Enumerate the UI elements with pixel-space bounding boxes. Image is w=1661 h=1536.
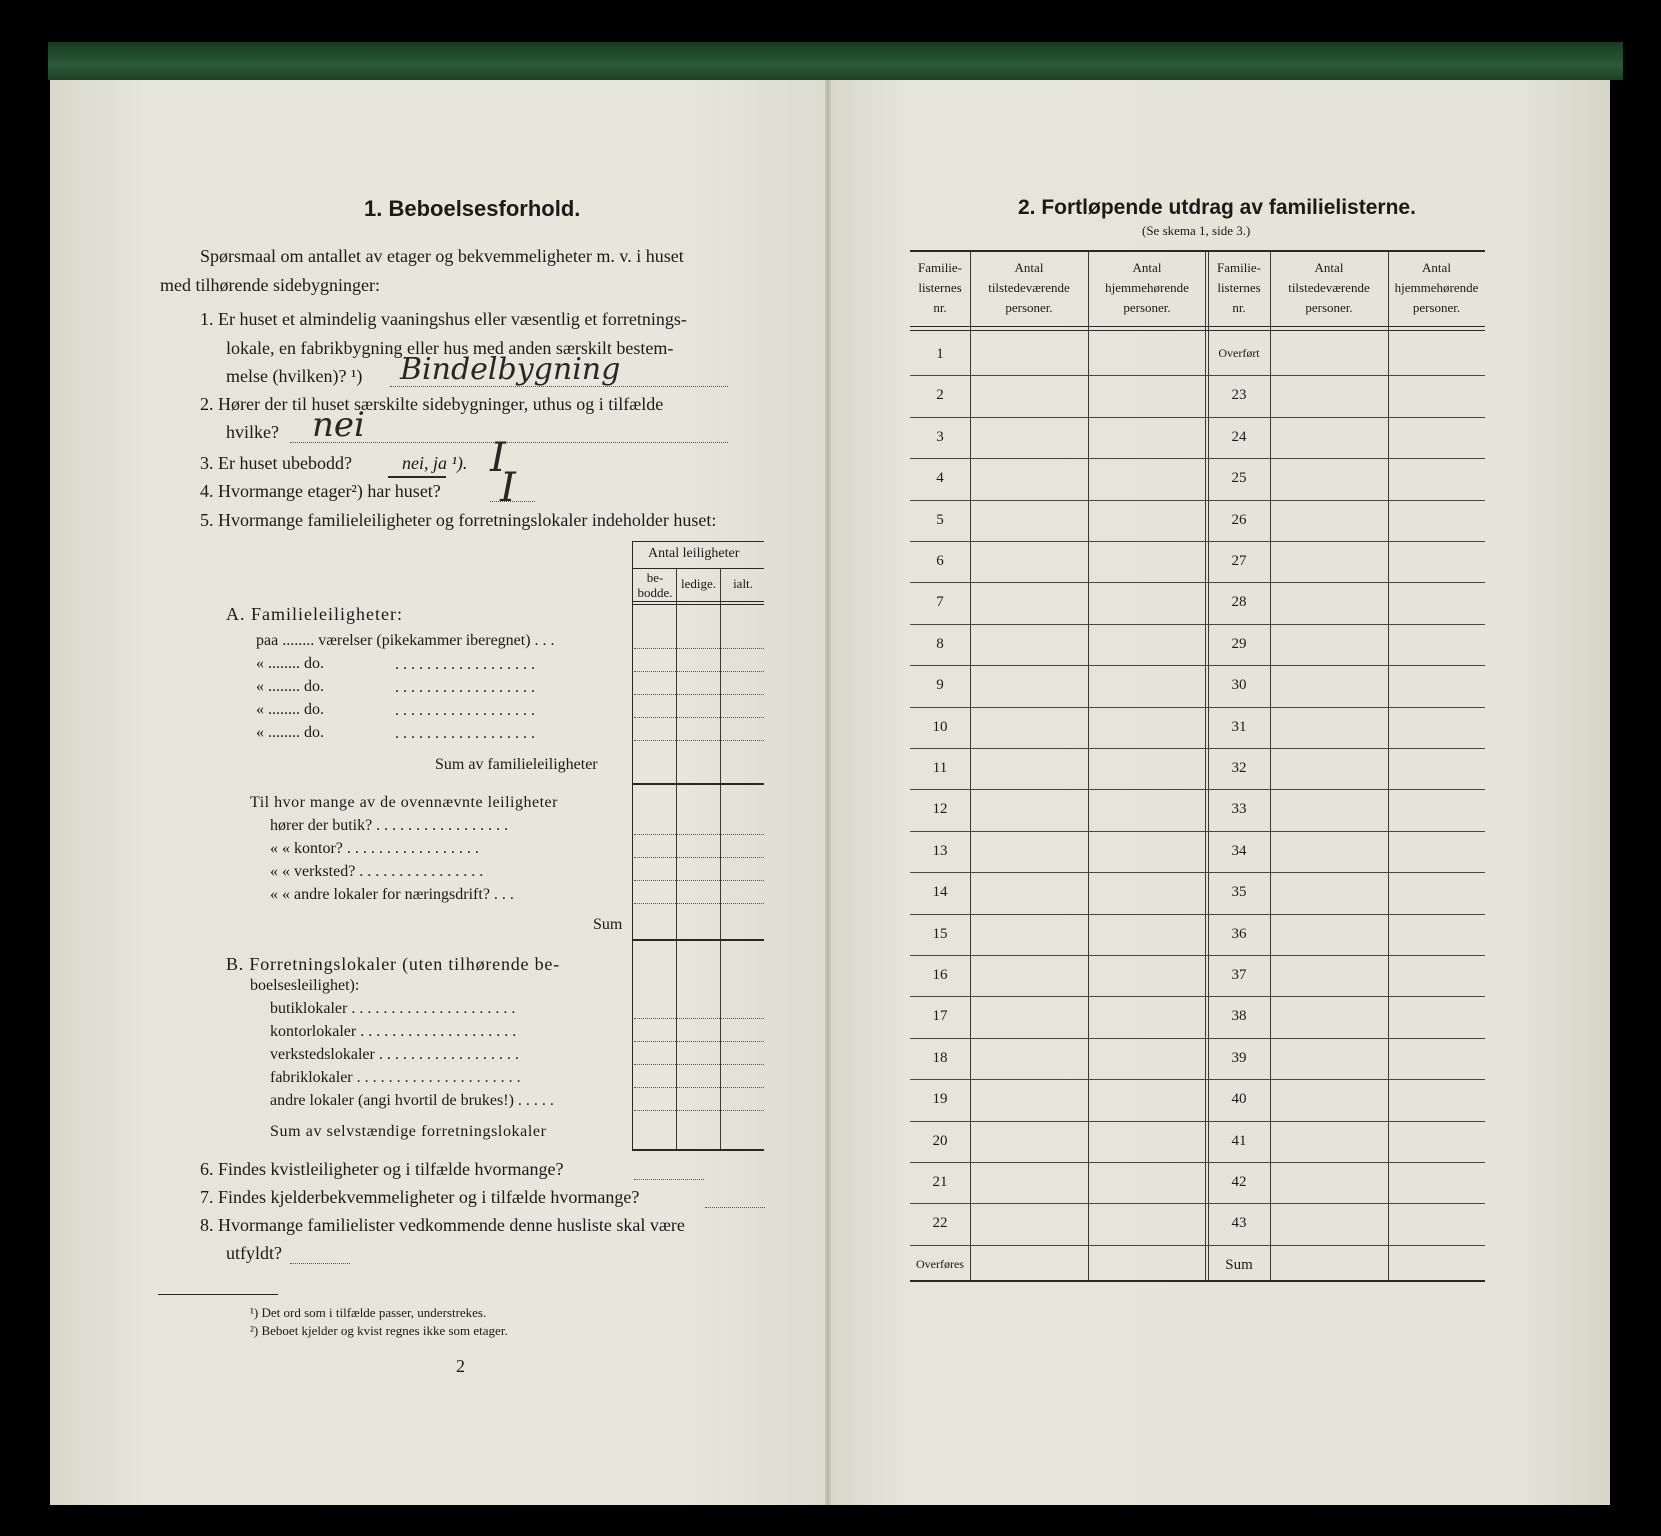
row-rule xyxy=(910,458,1485,459)
row-a1-vaerelser: paa ........ værelser (pikekammer iberegnet) . . . xyxy=(256,632,555,649)
row-rule xyxy=(910,996,1485,997)
table-left-border xyxy=(632,541,633,1151)
row-number-left: 18 xyxy=(932,1049,948,1066)
row-rule xyxy=(910,831,1485,832)
row-rule xyxy=(910,1079,1485,1080)
row-number-left: 17 xyxy=(932,1008,948,1025)
form-sheet xyxy=(50,80,1610,1505)
question-2-line-1: 2. Hører der til huset særskilte sidebygninger, uthus og i tilfælde xyxy=(200,394,664,414)
col-divider-c1 xyxy=(1205,252,1206,1280)
familielister-table xyxy=(910,250,1485,1350)
row-number-right: 39 xyxy=(1231,1049,1247,1066)
row-number-left: 12 xyxy=(932,801,948,818)
row-rule xyxy=(910,375,1485,376)
underline-ja xyxy=(388,476,446,478)
section-title-familielister: 2. Fortløpende utdrag av familielisterne. xyxy=(1018,196,1416,219)
answer-line-q8 xyxy=(290,1263,350,1264)
row-number-left: 22 xyxy=(932,1215,948,1232)
header-familielisternes-nr-left: Familie- listernes nr. xyxy=(917,260,963,315)
section-b-line-1: B. Forretningslokaler (uten tilhørende be- xyxy=(226,954,561,974)
question-2-line-2: hvilke? xyxy=(226,422,279,442)
intro-line-1: Spørsmaal om antallet av etager og bekvemmeligheter m. v. i huset xyxy=(200,246,684,266)
row-number-left: 6 xyxy=(936,553,944,569)
section-b-line-2: boelsesleilighet): xyxy=(250,977,360,994)
handwritten-answer-q4: I xyxy=(500,465,516,511)
row-number-right: Sum xyxy=(1225,1256,1253,1273)
row-number-right: Overført xyxy=(1218,346,1260,360)
row-rule xyxy=(910,748,1485,749)
row-number-left: 15 xyxy=(932,925,948,942)
row-rule xyxy=(910,1038,1485,1039)
row-number-left: 21 xyxy=(932,1174,948,1190)
sum-forretningslokaler-label: Sum av selvstændige forretningslokaler xyxy=(270,1123,547,1140)
row-rule xyxy=(910,665,1485,666)
col-divider-e xyxy=(1388,252,1389,1280)
col-divider-d xyxy=(1270,252,1271,1280)
row-kontorlokaler: kontorlokaler . . . . . . . . . . . . . . . . . . . . xyxy=(270,1023,517,1040)
row-andre-lokaler: « « andre lokaler for næringsdrift? . . . xyxy=(270,886,514,903)
row-number-right: 23 xyxy=(1231,387,1247,404)
row-number-left: 10 xyxy=(932,718,948,735)
row-number-left: 9 xyxy=(936,677,944,694)
dots-a3: . . . . . . . . . . . . . . . . . . xyxy=(395,679,535,696)
row-number-right: 26 xyxy=(1231,511,1247,528)
handwritten-answer-q2: nei xyxy=(312,405,365,445)
row-number-left: 20 xyxy=(932,1132,948,1149)
row-rule xyxy=(910,1121,1485,1122)
row-number-right: 32 xyxy=(1231,760,1247,776)
question-3-options: nei, ja ¹). xyxy=(402,453,468,473)
cell-row-a3 xyxy=(634,694,764,695)
cell-kontorlokaler xyxy=(634,1041,764,1042)
answer-line-q7 xyxy=(705,1207,765,1208)
row-number-left: 4 xyxy=(936,470,944,487)
question-8-line-2: utfyldt? xyxy=(226,1243,282,1263)
row-rule xyxy=(910,582,1485,583)
sum-butik-line xyxy=(632,939,764,941)
row-number-left: 3 xyxy=(936,428,944,445)
cell-butiklokaler xyxy=(634,1018,764,1019)
cell-row-a5 xyxy=(634,740,764,741)
row-number-right: 25 xyxy=(1231,470,1247,487)
table-top-rule xyxy=(910,250,1485,252)
scan-background-band xyxy=(48,42,1623,80)
handwritten-answer-q1: Bindelbygning xyxy=(400,352,621,387)
question-8-line-1: 8. Hvormange familielister vedkommende denne husliste skal være xyxy=(200,1215,685,1235)
row-a4-do: « ........ do. xyxy=(256,701,324,718)
header-rule-2 xyxy=(910,330,1485,331)
cell-andre-b xyxy=(634,1110,764,1111)
col-divider-b xyxy=(1088,252,1089,1280)
cell-fabriklokaler xyxy=(634,1087,764,1088)
row-number-right: 38 xyxy=(1231,1008,1247,1025)
table-top-border xyxy=(632,541,764,542)
question-5: 5. Hvormange familieleiligheter og forretningslokaler indeholder huset: xyxy=(200,510,717,530)
sum-b-line xyxy=(632,1149,764,1151)
row-fabriklokaler: fabriklokaler . . . . . . . . . . . . . . . . . . . . . xyxy=(270,1069,521,1086)
row-number-right: 42 xyxy=(1231,1174,1247,1190)
row-number-right: 27 xyxy=(1231,553,1247,569)
row-rule xyxy=(910,789,1485,790)
handwritten-answer-q3: I xyxy=(490,435,506,481)
table-header-antal-leiligheter: Antal leiligheter xyxy=(648,546,740,561)
header-tilstedevaerende-right: Antal tilstedeværende personer. xyxy=(1288,260,1370,315)
row-number-left: 2 xyxy=(936,387,944,404)
row-number-left: 7 xyxy=(936,594,944,611)
row-rule xyxy=(910,707,1485,708)
column-header-ledige: ledige. xyxy=(680,576,716,591)
row-number-right: 40 xyxy=(1231,1091,1247,1108)
row-number-right: 43 xyxy=(1231,1215,1247,1232)
row-andre-lokaler-b: andre lokaler (angi hvortil de brukes!) . . . . . xyxy=(270,1092,554,1109)
cell-verksted xyxy=(634,880,764,881)
butik-intro: Til hvor mange av de ovennævnte leiligheter xyxy=(250,794,558,811)
row-number-left: 13 xyxy=(932,842,948,859)
row-rule xyxy=(910,1162,1485,1163)
row-rule xyxy=(910,1203,1485,1204)
row-number-left: 16 xyxy=(932,967,948,983)
row-rule xyxy=(910,541,1485,542)
page-fold xyxy=(825,80,831,1505)
row-number-right: 30 xyxy=(1231,677,1247,694)
question-6: 6. Findes kvistleiligheter og i tilfælde hvormange? xyxy=(200,1159,564,1179)
answer-line-q6 xyxy=(634,1179,704,1180)
cell-kontor xyxy=(634,857,764,858)
question-4: 4. Hvormange etager²) har huset? xyxy=(200,481,441,501)
row-rule xyxy=(910,624,1485,625)
cell-row-a2 xyxy=(634,671,764,672)
row-rule xyxy=(910,500,1485,501)
row-number-right: 34 xyxy=(1231,842,1247,859)
cell-andre xyxy=(634,903,764,904)
intro-line-2: med tilhørende sidebygninger: xyxy=(160,275,380,295)
row-verksted: « « verksted? . . . . . . . . . . . . . . . . xyxy=(270,863,484,880)
header-tilstedevaerende-left: Antal tilstedeværende personer. xyxy=(988,260,1070,315)
row-butiklokaler: butiklokaler . . . . . . . . . . . . . . . . . . . . . xyxy=(270,1000,516,1017)
row-number-left: 8 xyxy=(936,635,944,652)
question-1-line-3: melse (hvilken)? ¹) xyxy=(226,366,363,386)
row-number-left: 14 xyxy=(932,884,948,901)
row-a3-do: « ........ do. xyxy=(256,678,324,695)
row-number-right: 37 xyxy=(1231,967,1247,983)
row-rule xyxy=(910,872,1485,873)
dots-a5: . . . . . . . . . . . . . . . . . . xyxy=(395,725,535,742)
footnote-2: ²) Beboet kjelder og kvist regnes ikke som etager. xyxy=(250,1323,508,1338)
sum-a-line xyxy=(632,783,764,785)
row-number-left: 11 xyxy=(932,760,948,776)
dots-a4: . . . . . . . . . . . . . . . . . . xyxy=(395,702,535,719)
cell-verkstedslokaler xyxy=(634,1064,764,1065)
question-1-line-1: 1. Er huset et almindelig vaaningshus eller væsentlig et forretnings- xyxy=(200,309,687,329)
cell-butik xyxy=(634,834,764,835)
sum-familieleiligheter-label: Sum av familieleiligheter xyxy=(435,756,598,773)
page-number: 2 xyxy=(456,1356,465,1376)
section-subtitle: (Se skema 1, side 3.) xyxy=(1142,223,1251,238)
row-number-left: 1 xyxy=(936,346,944,362)
row-number-left: 5 xyxy=(936,511,944,528)
question-7: 7. Findes kjelderbekvemmeligheter og i tilfælde hvormange? xyxy=(200,1187,640,1207)
footnote-separator xyxy=(158,1294,278,1295)
header-familielisternes-nr-right: Familie- listernes nr. xyxy=(1216,260,1262,315)
row-verkstedslokaler: verkstedslokaler . . . . . . . . . . . . . . . . . . xyxy=(270,1046,519,1063)
row-number-right: 33 xyxy=(1231,801,1247,818)
row-number-right: 41 xyxy=(1231,1132,1247,1149)
column-header-ialt: ialt. xyxy=(733,576,753,591)
section-title-beboelsesforhold: 1. Beboelsesforhold. xyxy=(364,196,581,221)
row-rule xyxy=(910,1245,1485,1246)
row-butik: hører der butik? . . . . . . . . . . . . . . . . . xyxy=(270,817,509,834)
row-kontor: « « kontor? . . . . . . . . . . . . . . . . . xyxy=(270,840,479,857)
row-rule xyxy=(910,914,1485,915)
row-number-left: 19 xyxy=(932,1091,948,1108)
cell-row-a1 xyxy=(634,648,764,649)
header-double-line-2 xyxy=(632,604,764,605)
row-number-right: 28 xyxy=(1231,594,1247,611)
header-hjemmehorende-right: Antal hjemmehørende personer. xyxy=(1394,260,1479,315)
row-number-right: 31 xyxy=(1231,718,1247,735)
header-hjemmehorende-left: Antal hjemmehørende personer. xyxy=(1105,260,1189,315)
cell-row-a4 xyxy=(634,717,764,718)
row-number-right: 24 xyxy=(1231,428,1247,445)
footnote-1: ¹) Det ord som i tilfælde passer, understrekes. xyxy=(250,1305,487,1320)
column-header-bebodde: be- bodde. xyxy=(637,570,673,600)
row-number-right: 29 xyxy=(1231,635,1247,652)
row-number-left: Overføres xyxy=(916,1256,964,1271)
header-rule-1 xyxy=(910,326,1485,327)
question-3: 3. Er huset ubebodd? xyxy=(200,453,352,473)
row-number-right: 35 xyxy=(1231,884,1247,901)
question-1-line-2: lokale, en fabrikbygning eller hus med anden særskilt bestem- xyxy=(226,338,674,358)
table-header-divider xyxy=(632,568,764,569)
row-number-right: 36 xyxy=(1231,925,1247,942)
sum-butik-label: Sum xyxy=(593,916,623,933)
dots-a2: . . . . . . . . . . . . . . . . . . xyxy=(395,656,535,673)
section-a-familieleiligheter: A. Familieleiligheter: xyxy=(226,604,403,624)
row-rule xyxy=(910,955,1485,956)
table-bottom-rule xyxy=(910,1280,1485,1282)
header-double-line-1 xyxy=(632,601,764,602)
col-divider-a xyxy=(970,252,971,1280)
row-rule xyxy=(910,417,1485,418)
row-a5-do: « ........ do. xyxy=(256,724,324,741)
row-a2-do: « ........ do. xyxy=(256,655,324,672)
